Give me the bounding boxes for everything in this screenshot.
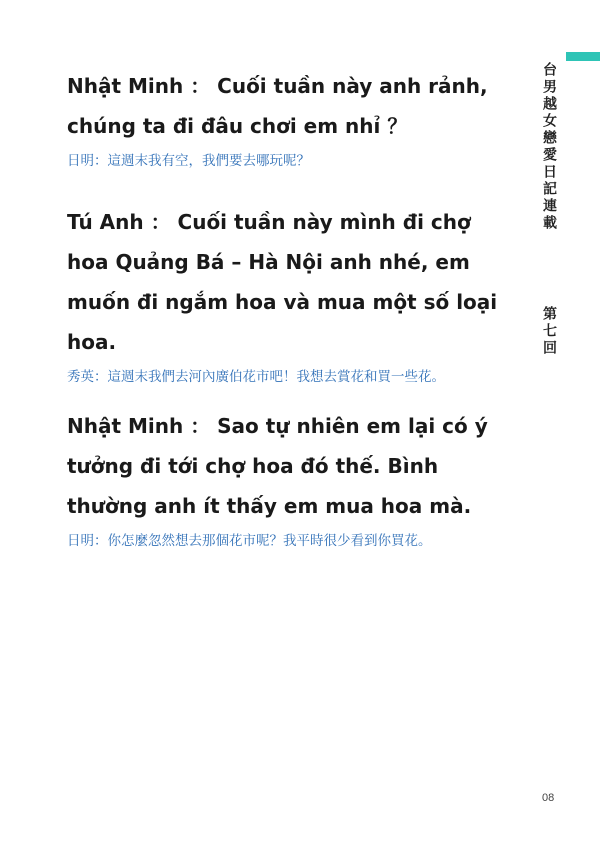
series-title: 台男越女戀愛日記連載	[541, 62, 557, 232]
chapter-label: 第七回	[541, 306, 557, 357]
dialogue-chinese: 日明：這週末我有空，我們要去哪玩呢？	[67, 153, 310, 169]
dialogue-vietnamese: Tú Anh ： Cuối tuần này mình đi chợ hoa Quảng Bá – Hà Nội anh nhé, em muốn đi ngắm hoa và mua một số loại hoa.	[67, 210, 498, 354]
page-number: 08	[542, 792, 555, 804]
dialogue-block-2	[67, 202, 517, 388]
dialogue-vietnamese: Nhật Minh ： Cuối tuần này anh rảnh, chúng ta đi đâu chơi em nhỉ ？	[67, 74, 488, 138]
dialogue-chinese: 秀英：這週末我們去河內廣伯花市吧！我想去賞花和買一些花。	[67, 369, 445, 385]
dialogue-block-3	[67, 406, 517, 552]
dialogue-vietnamese: Nhật Minh ： Sao tự nhiên em lại có ý tưởng đi tới chợ hoa đó thế. Bình thường anh ít thấy em mua hoa mà.	[67, 414, 488, 518]
dialogue-block-1	[67, 66, 517, 172]
accent-bar	[566, 52, 600, 61]
dialogue-chinese: 日明：你怎麼忽然想去那個花市呢？我平時很少看到你買花。	[67, 533, 432, 549]
